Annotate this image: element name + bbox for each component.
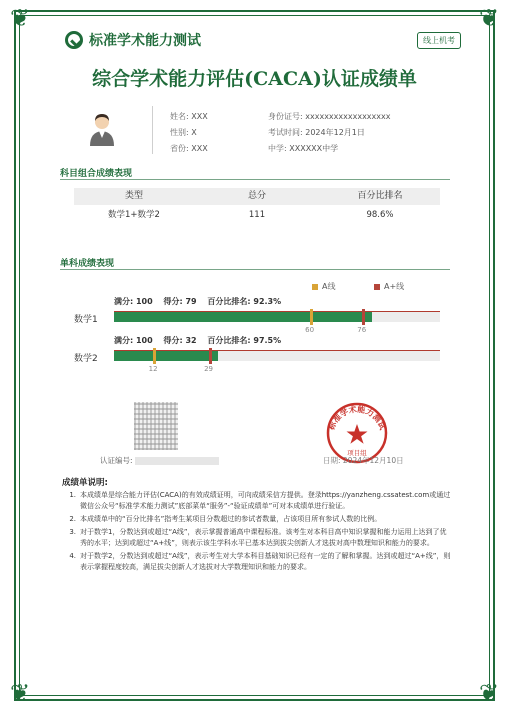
list-item: 2. 本成绩单中的“百分比排名”指考生某项目分数超过的参试者数量，占该项目所有参试人数的比例。 xyxy=(69,515,382,523)
notes-list xyxy=(62,490,452,575)
subject2-score: 得分: 32 xyxy=(163,336,197,345)
page-title: 综合学术能力评估(CACA)认证成绩单 xyxy=(92,68,417,90)
corner-ornament-icon: ❦ xyxy=(478,4,500,32)
subject2-a-line-marker xyxy=(153,348,156,364)
cell-rank: 98.6% xyxy=(366,210,394,220)
legend-a-plus: A+线 xyxy=(374,281,404,292)
exam-mode-tag: 线上机考 xyxy=(417,32,461,49)
brand-name: 标准学术能力测试 xyxy=(89,33,201,49)
notes-title: 成绩单说明: xyxy=(62,478,108,488)
subject1-rank: 百分比排名: 92.3% xyxy=(207,297,282,306)
legend-a-swatch xyxy=(312,284,318,290)
qr-code-overlay xyxy=(134,402,178,450)
single-section-title: 单科成绩表现 xyxy=(60,259,115,269)
checkmark-logo-icon xyxy=(65,31,83,49)
subject2-full: 满分: 100 xyxy=(114,336,153,345)
corner-ornament-icon: ❦ xyxy=(478,679,500,707)
name-field: 姓名: XXX xyxy=(170,112,208,121)
exam-time-value: 2024年12月1日 xyxy=(305,128,365,137)
certificate-number: 认证编号: xyxy=(100,455,219,466)
seal-text: 标准学术能力测试 xyxy=(326,404,388,432)
subject1-score: 得分: 79 xyxy=(163,297,197,306)
avatar-icon xyxy=(88,112,116,146)
subject2-score-fill xyxy=(114,351,218,361)
table-row xyxy=(74,207,440,224)
subject2-bar xyxy=(114,350,440,373)
corner-ornament-icon: ❦ xyxy=(9,4,31,32)
subject2-rank: 百分比排名: 97.5% xyxy=(207,336,282,345)
subject2-a-line-label: 12 xyxy=(148,365,158,373)
province-value: XXX xyxy=(191,144,208,153)
list-item: 1. 本成绩单是综合能力评估(CACA)的有效成绩证明，可向成绩采信方提供。登录https://yanzheng.cssatest.com或通过微信公众号“标准学术能力测试”底部菜单“服务”-“验证成绩单”可对本成绩单进行验证。 xyxy=(69,491,451,510)
subject1-a-line-marker xyxy=(310,309,313,325)
subject2-meta xyxy=(114,335,289,346)
subject1-score-fill xyxy=(114,312,372,322)
subject2-a-plus-line-label: 29 xyxy=(204,365,213,373)
cell-total: 111 xyxy=(248,210,266,220)
certificate-number-redacted xyxy=(135,457,219,465)
issue-date: 日期: 2024年12月10日 xyxy=(323,456,404,465)
section-divider xyxy=(60,269,450,270)
id-value: xxxxxxxxxxxxxxxxxx xyxy=(305,112,391,121)
subject1-full: 满分: 100 xyxy=(114,297,153,306)
info-divider xyxy=(152,106,153,154)
subject1-bar xyxy=(114,311,440,334)
list-item: 4. 对于数学2，分数达到或超过“A线”，表示考生对大学本科目基础知识已经有一定的了解和掌握。达到或超过“A+线”，则表示掌握程度较高，满足拔尖创新人才选拔对大学数理知识和能力的要求。 xyxy=(69,552,451,571)
header-type: 类型 xyxy=(124,191,143,201)
school-value: XXXXXX中学 xyxy=(289,144,339,153)
corner-ornament-icon: ❦ xyxy=(9,679,31,707)
name-value: XXX xyxy=(191,112,208,121)
combined-section-title: 科目组合成绩表现 xyxy=(60,169,133,179)
subject1-a-plus-line-label: 76 xyxy=(357,326,367,334)
legend-a-plus-swatch xyxy=(374,284,380,290)
gender-field: 性别: X xyxy=(170,128,197,137)
section-divider xyxy=(60,179,450,180)
subject1-name: 数学1 xyxy=(74,315,98,325)
exam-time-field: 考试时间: 2024年12月1日 xyxy=(268,128,365,137)
id-field: 身份证号: xxxxxxxxxxxxxxxxxx xyxy=(268,112,391,121)
subject1-a-line-label: 60 xyxy=(305,326,315,334)
legend-a: A线 xyxy=(312,281,335,292)
header-rank: 百分比排名 xyxy=(357,191,403,201)
brand-logo xyxy=(65,30,201,50)
cell-type: 数学1+数学2 xyxy=(108,210,160,220)
list-item: 3. 对于数学1，分数达到或超过“A线”，表示掌握普通高中课程标准。该考生对本科目高中知识掌握和能力运用上达到了优秀的水平；达到或超过“A+线”，则表示该生学科水平已基本达到拔尖创新人才选拔对高中数理知识和能力的要求。 xyxy=(69,528,447,547)
seal-star-icon xyxy=(347,424,368,444)
gender-value: X xyxy=(191,128,197,137)
school-field: 中学: XXXXXX中学 xyxy=(268,144,339,153)
header-total: 总分 xyxy=(247,191,266,201)
province-field: 省份: XXX xyxy=(170,144,208,153)
subject2-name: 数学2 xyxy=(74,354,98,364)
subject2-a-plus-line-marker xyxy=(209,348,212,364)
subject1-a-plus-line-marker xyxy=(362,309,365,325)
combined-table-header xyxy=(74,188,440,205)
subject1-meta xyxy=(114,296,289,307)
seal-subtext: 项目组 xyxy=(347,449,367,457)
